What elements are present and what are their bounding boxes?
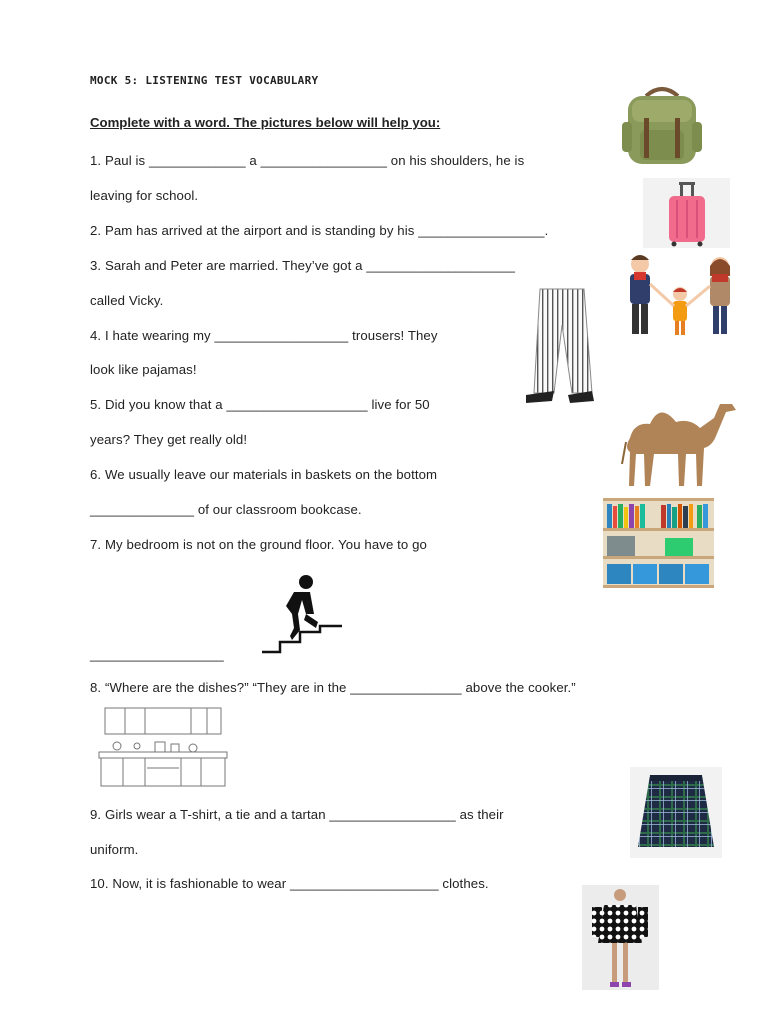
line-14: 8. “Where are the dishes?” “They are in the _______________ above the cooker.” — [90, 680, 576, 695]
line-11: ______________ of our classroom bookcase. — [90, 502, 362, 517]
line-16: uniform. — [90, 842, 139, 857]
worksheet-title: MOCK 5: LISTENING TEST VOCABULARY — [90, 74, 319, 87]
kitchen-cupboards-icon — [97, 706, 229, 788]
line-4: 3. Sarah and Peter are married. They’ve got a ____________________ — [90, 258, 515, 273]
polka-dot-outfit-icon — [582, 885, 659, 990]
line-8: 5. Did you know that a ___________________ live for 50 — [90, 397, 430, 412]
line-6: 4. I hate wearing my __________________ trousers! They — [90, 328, 438, 343]
line-10: 6. We usually leave our materials in baskets on the bottom — [90, 467, 438, 482]
camel-icon — [620, 398, 742, 490]
backpack-icon — [618, 82, 706, 168]
family-icon — [620, 250, 740, 340]
line-5: called Vicky. — [90, 293, 164, 308]
line-3: 2. Pam has arrived at the airport and is standing by his _________________. — [90, 223, 549, 238]
line-12: 7. My bedroom is not on the ground floor. You have to go — [90, 537, 427, 552]
suitcase-icon — [643, 178, 730, 248]
line-13: __________________ — [90, 647, 224, 662]
instruction: Complete with a word. The pictures below will help you: — [90, 115, 441, 130]
line-9: years? They get really old! — [90, 432, 248, 447]
tartan-skirt-icon — [630, 767, 722, 858]
line-17: 10. Now, it is fashionable to wear ____________________ clothes. — [90, 876, 489, 891]
line-1: 1. Paul is _____________ a _________________ on his shoulders, he is — [90, 153, 525, 168]
line-7: look like pajamas! — [90, 362, 197, 377]
upstairs-icon — [250, 570, 354, 656]
line-2: leaving for school. — [90, 188, 199, 203]
line-15: 9. Girls wear a T-shirt, a tie and a tartan _________________ as their — [90, 807, 504, 822]
striped-trousers-icon — [522, 285, 596, 407]
bookcase-icon — [603, 498, 714, 588]
